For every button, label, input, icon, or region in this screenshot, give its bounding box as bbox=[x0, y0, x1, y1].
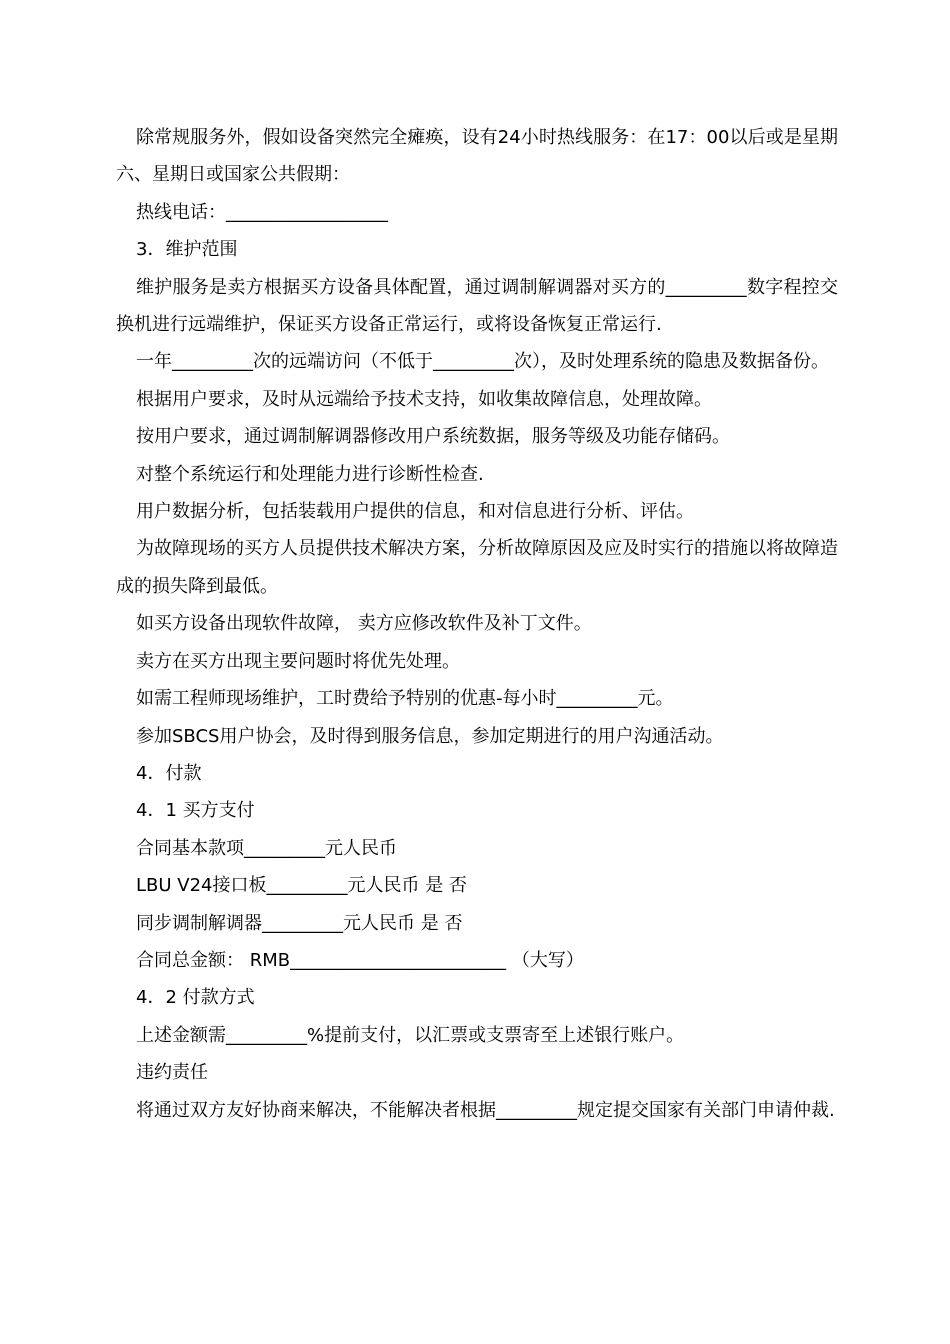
line-sync-modem: 同步调制解调器_________元人民币 是 否 bbox=[136, 912, 463, 934]
paragraph-modify-data: 按用户要求，通过调制解调器修改用户系统数据，服务等级及功能存储码。 bbox=[136, 426, 730, 448]
paragraph-software-fault: 如买方设备出现软件故障， 卖方应修改软件及补丁文件。 bbox=[136, 613, 592, 635]
paragraph-advance-payment: 上述金额需_________%提前支付，以汇票或支票寄至上述银行账户。 bbox=[136, 1024, 685, 1046]
paragraph-solution-support: 为故障现场的买方人员提供技术解决方案，分析故障原因及应及时实行的措施以将故障造成的损失降到最低。 bbox=[116, 538, 838, 597]
paragraph-priority-handling: 卖方在买方出现主要问题时将优先处理。 bbox=[136, 650, 460, 672]
subheading-payment-method: 4．2 付款方式 bbox=[136, 987, 255, 1009]
paragraph-hotline-intro: 除常规服务外，假如设备突然完全瘫痪，设有24小时热线服务：在17：00以后或是星期六、星期日或国家公共假期： bbox=[116, 127, 838, 186]
subheading-buyer-payment: 4．1 买方支付 bbox=[136, 800, 255, 822]
paragraph-onsite-fee: 如需工程师现场维护，工时费给予特别的优惠-每小时_________元。 bbox=[136, 688, 674, 710]
paragraph-remote-maintenance: 维护服务是卖方根据买方设备具体配置，通过调制解调器对买方的_________数字程控交换机进行远端维护，保证买方设备正常运行，或将设备恢复正常运行. bbox=[116, 276, 838, 336]
heading-breach-liability: 违约责任 bbox=[136, 1062, 208, 1084]
document-body bbox=[116, 119, 838, 1129]
section-heading-payment: 4．付款 bbox=[136, 762, 202, 784]
section-heading-maintenance-scope: 3．维护范围 bbox=[136, 239, 238, 261]
paragraph-user-association: 参加SBCS用户协会，及时得到服务信息，参加定期进行的用户沟通活动。 bbox=[136, 725, 724, 747]
paragraph-diagnostic-check: 对整个系统运行和处理能力进行诊断性检查. bbox=[136, 463, 484, 485]
paragraph-hotline-phone: 热线电话：__________________ bbox=[136, 201, 388, 223]
paragraph-tech-support: 根据用户要求，及时从远端给予技术支持，如收集故障信息，处理故障。 bbox=[136, 388, 712, 410]
paragraph-arbitration: 将通过双方友好协商来解决，不能解决者根据_________规定提交国家有关部门申请仲裁. bbox=[136, 1099, 835, 1121]
line-lbu-interface-board: LBU V24接口板_________元人民币 是 否 bbox=[136, 875, 467, 897]
line-contract-total: 合同总金额： RMB________________________ （大写） bbox=[136, 949, 584, 971]
paragraph-data-analysis: 用户数据分析，包括装载用户提供的信息，和对信息进行分析、评估。 bbox=[136, 501, 694, 523]
paragraph-remote-visits: 一年_________次的远端访问（不低于_________次），及时处理系统的隐患及数据备份。 bbox=[136, 351, 829, 373]
line-contract-base-amount: 合同基本款项_________元人民币 bbox=[136, 837, 397, 859]
